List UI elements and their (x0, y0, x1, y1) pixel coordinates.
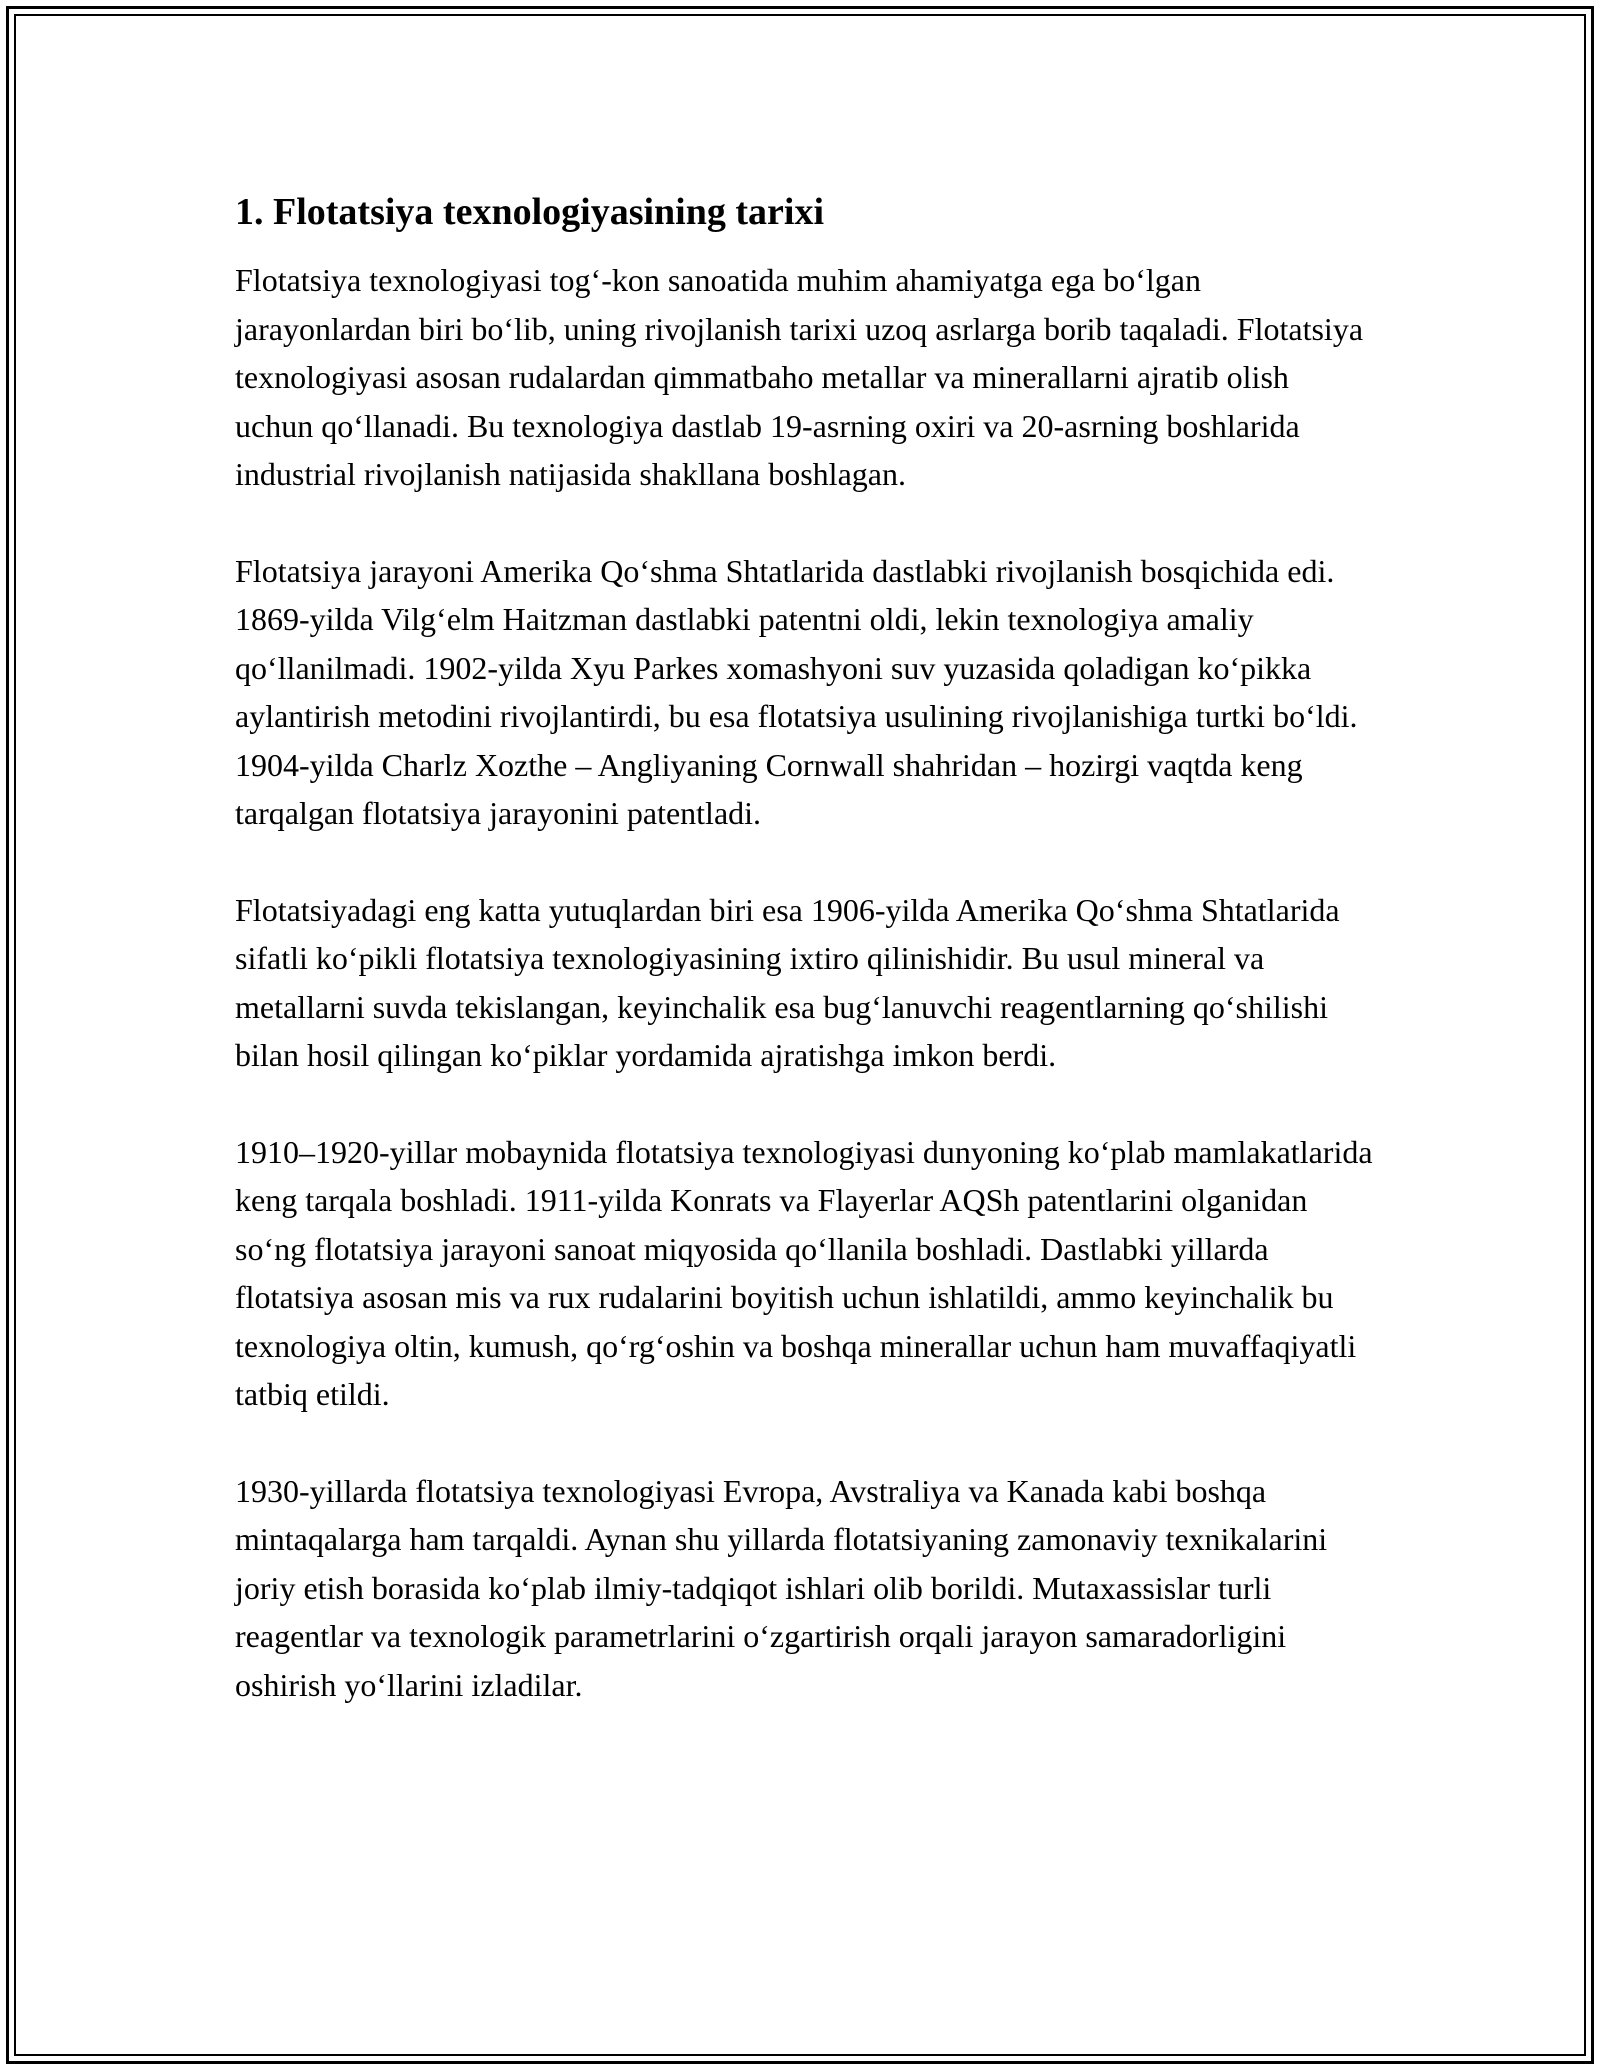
paragraph-4: 1910–1920-yillar mobaynida flotatsiya texnologiyasi dunyoning ko‘plab mamlakatlarida keng tarqala boshladi. 1911-yilda Konrats va Flayerlar AQSh patentlarini olganidan so‘ng flotatsiya jarayoni sanoat miqyosida qo‘llanila boshladi. Dastlabki yillarda flotatsiya asosan mis va rux rudalarini boyitish uchun ishlatildi, ammo keyinchalik bu texnologiya oltin, kumush, qo‘rg‘oshin va boshqa minerallar uchun ham muvaffaqiyatli tatbiq etildi. (235, 1133, 1373, 1412)
paragraph-1: Flotatsiya texnologiyasi tog‘-kon sanoatida muhim ahamiyatga ega bo‘lgan jarayonlardan biri bo‘lib, uning rivojlanish tarixi uzoq asrlarga borib taqaladi. Flotatsiya texnologiyasi asosan rudalardan qimmatbaho metallar va minerallarni ajratib olish uchun qo‘llanadi. Bu texnologiya dastlab 19-asrning oxiri va 20-asrning boshlarida industrial rivojlanish natijasida shakllana boshlagan. (235, 262, 1364, 492)
document-body (235, 188, 1375, 1757)
section-heading: 1. Flotatsiya texnologiyasining tarixi (235, 191, 824, 233)
paragraph-5: 1930-yillarda flotatsiya texnologiyasi Evropa, Avstraliya va Kanada kabi boshqa mintaqalarga ham tarqaldi. Aynan shu yillarda flotatsiyaning zamonaviy texnikalarini joriy etish borasida ko‘plab ilmiy-tadqiqot ishlari olib borildi. Mutaxassislar turli reagentlar va texnologik parametrlarini o‘zgartirish orqali jarayon samaradorligini oshirish yo‘llarini izladilar. (235, 1472, 1328, 1703)
paragraph-3: Flotatsiyadagi eng katta yutuqlardan biri esa 1906-yilda Amerika Qo‘shma Shtatlarida sifatli ko‘pikli flotatsiya texnologiyasining ixtiro qilinishidir. Bu usul mineral va metallarni suvda tekislangan, keyinchalik esa bug‘lanuvchi reagentlarning qo‘shilishi bilan hosil qilingan ko‘piklar yordamida ajratishga imkon berdi. (235, 891, 1340, 1073)
paragraph-2: Flotatsiya jarayoni Amerika Qo‘shma Shtatlarida dastlabki rivojlanish bosqichida edi. 1869-yilda Vilg‘elm Haitzman dastlabki patentni oldi, lekin texnologiya amaliy qo‘llanilmadi. 1902-yilda Xyu Parkes xomashyoni suv yuzasida qoladigan ko‘pikka aylantirish metodini rivojlantirdi, bu esa flotatsiya usulining rivojlanishiga turtki bo‘ldi. 1904-yilda Charlz Xozthe – Angliyaning Cornwall shahridan – hozirgi vaqtda keng tarqalgan flotatsiya jarayonini patentladi. (235, 552, 1358, 831)
